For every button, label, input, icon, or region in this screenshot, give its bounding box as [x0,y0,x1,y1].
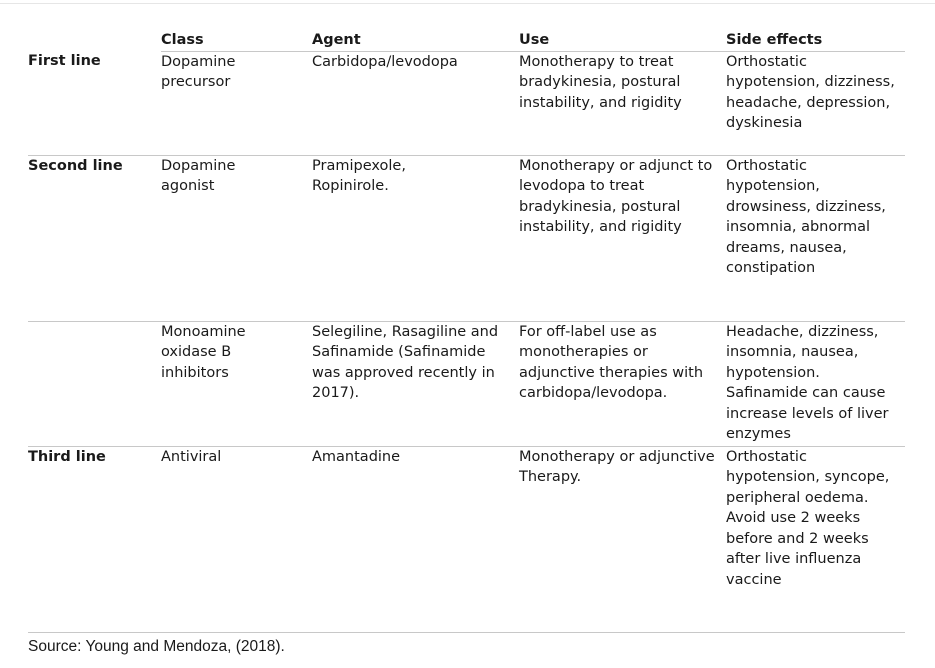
table-row [28,321,905,446]
table-row [28,446,905,632]
use-cell: For off-label use as monotherapies or adjunctive therapies with carbidopa/levodopa. [519,321,726,446]
side-effects-cell: Orthostatic hypotension, syncope, peripheral oedema. Avoid use 2 weeks before and 2 weeks after live influenza vaccine [726,446,905,632]
row-line-label: Second line [28,155,161,321]
row-line-label: Third line [28,446,161,632]
agent-cell: Amantadine [312,446,519,632]
class-cell: Dopamine precursor [161,51,312,155]
use-cell: Monotherapy to treat bradykinesia, postural instability, and rigidity [519,51,726,155]
header-class: Class [161,30,312,51]
agent-cell: Carbidopa/levodopa [312,51,519,155]
source-caption: Source: Young and Mendoza, (2018). [28,638,285,655]
top-border [0,3,935,4]
class-cell: Monoamine oxidase B inhibitors [161,321,312,446]
agent-cell: Pramipexole, Ropinirole. [312,155,519,321]
header-side-effects: Side effects [726,30,905,51]
table-row [28,155,905,321]
table-row [28,51,905,155]
class-cell: Antiviral [161,446,312,632]
row-line-label: First line [28,51,161,155]
header-row [28,30,905,51]
class-cell: Dopamine agonist [161,155,312,321]
header-agent: Agent [312,30,519,51]
header-use: Use [519,30,726,51]
use-cell: Monotherapy or adjunct to levodopa to treat bradykinesia, postural instability, and rigidity [519,155,726,321]
side-effects-cell: Orthostatic hypotension, drowsiness, dizziness, insomnia, abnormal dreams, nausea, constipation [726,155,905,321]
drug-table [28,30,905,633]
side-effects-cell: Headache, dizziness, insomnia, nausea, hypotension. Safinamide can cause increase levels of liver enzymes [726,321,905,446]
use-cell: Monotherapy or adjunctive Therapy. [519,446,726,632]
header-line [28,30,161,51]
side-effects-cell: Orthostatic hypotension, dizziness, headache, depression, dyskinesia [726,51,905,155]
agent-cell: Selegiline, Rasagiline and Safinamide (Safinamide was approved recently in 2017). [312,321,519,446]
row-line-label [28,321,161,446]
